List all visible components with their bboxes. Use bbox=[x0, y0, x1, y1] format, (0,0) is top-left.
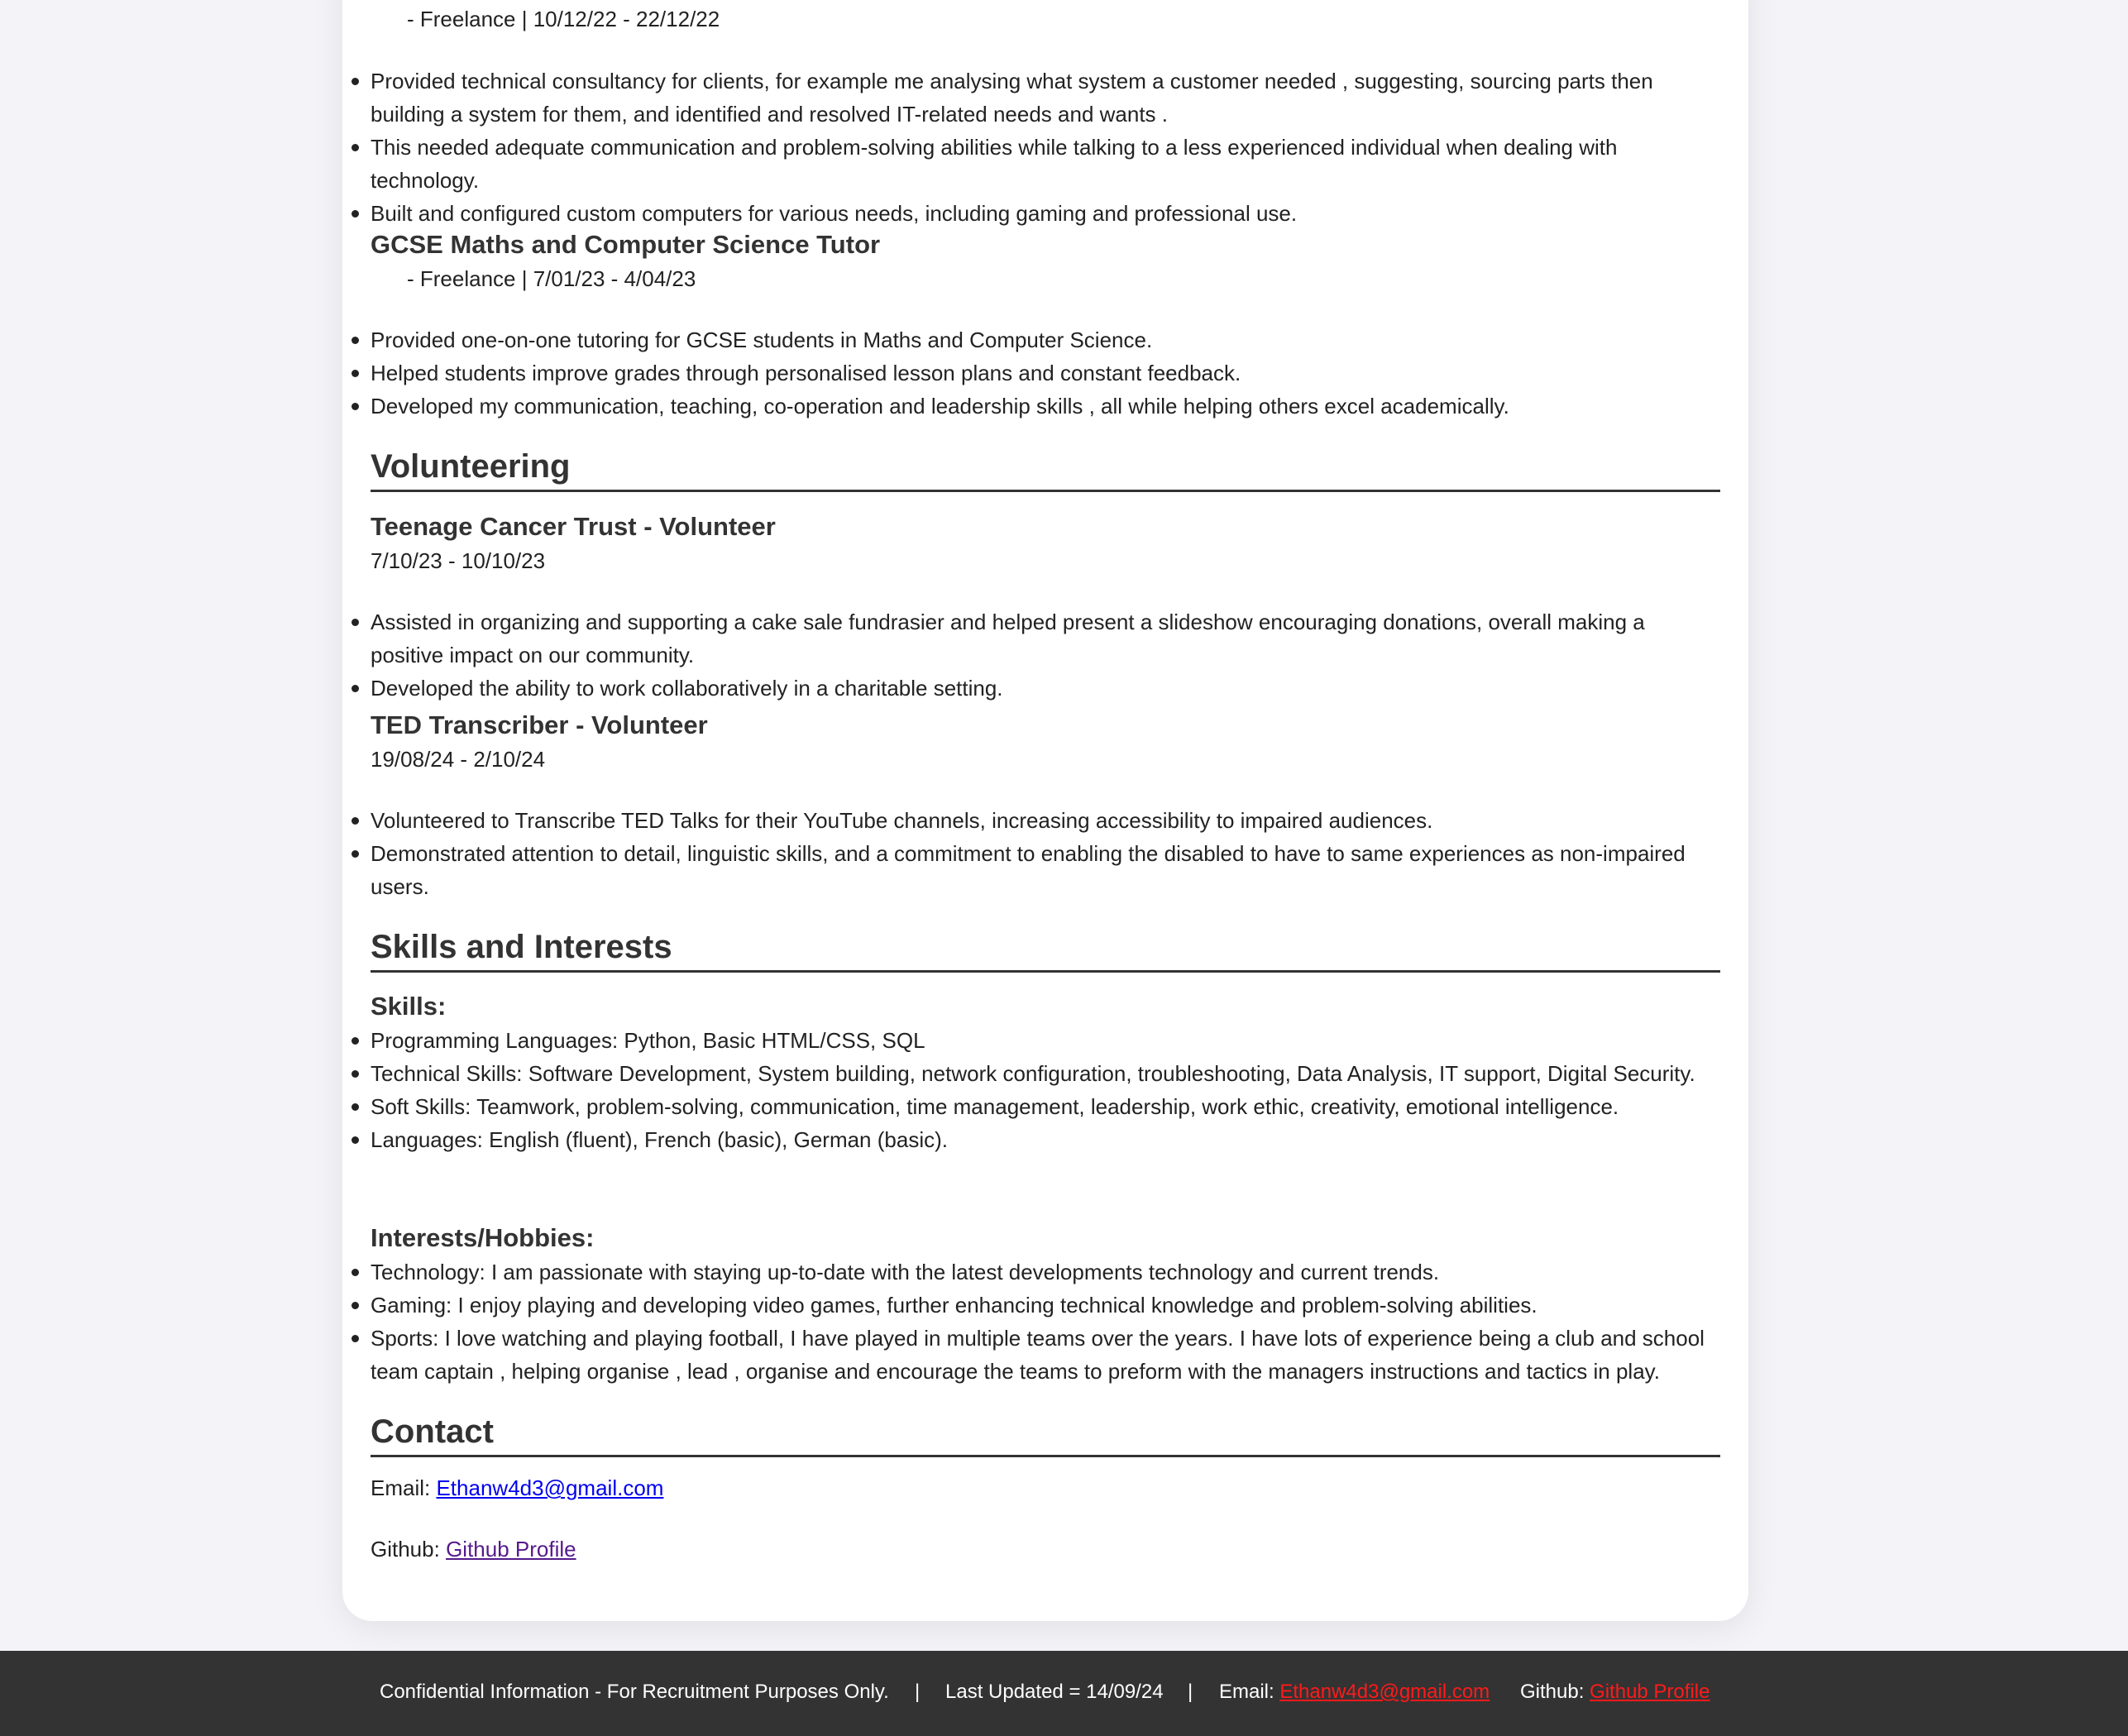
section-heading-contact: Contact bbox=[371, 1413, 494, 1450]
interests-list bbox=[371, 1255, 1720, 1388]
page-footer bbox=[0, 1651, 2128, 1736]
job-bullets bbox=[371, 65, 1720, 230]
footer-separator: | bbox=[1188, 1681, 1193, 1703]
volunteer-bullets bbox=[371, 804, 1720, 903]
list-item: Technology: I am passionate with staying up-to-date with the latest developments technology and current trends. bbox=[371, 1255, 1720, 1289]
volunteer-title: TED Transcriber - Volunteer bbox=[371, 710, 708, 739]
section-divider bbox=[371, 970, 1720, 973]
list-item: This needed adequate communication and problem-solving abilities while talking to a less experienced individual when dealing with technology. bbox=[371, 131, 1720, 197]
list-item: Built and configured custom computers for various needs, including gaming and professional use. bbox=[371, 197, 1720, 230]
list-item: Languages: English (fluent), French (basic), German (basic). bbox=[371, 1123, 1720, 1156]
email-label: Email: bbox=[371, 1475, 437, 1500]
job-bullets bbox=[371, 323, 1720, 423]
section-heading-volunteering: Volunteering bbox=[371, 448, 571, 485]
github-link[interactable]: Github Profile bbox=[446, 1537, 576, 1561]
section-divider bbox=[371, 490, 1720, 492]
list-item: Demonstrated attention to detail, linguistic skills, and a commitment to enabling the disabled to have to same experiences as non-impaired users. bbox=[371, 837, 1720, 903]
contact-github bbox=[371, 1533, 576, 1566]
skills-title: Skills: bbox=[371, 992, 447, 1021]
list-item: Provided one-on-one tutoring for GCSE students in Maths and Computer Science. bbox=[371, 323, 1720, 356]
footer-email-label: Email: bbox=[1219, 1681, 1280, 1703]
footer-email bbox=[1219, 1679, 1490, 1705]
list-item: Soft Skills: Teamwork, problem-solving, communication, time management, leadership, work ethic, creativity, emotional intelligence. bbox=[371, 1090, 1720, 1123]
skills-list bbox=[371, 1024, 1720, 1156]
footer-last-updated: Last Updated = 14/09/24 bbox=[945, 1681, 1164, 1703]
list-item: Volunteered to Transcribe TED Talks for their YouTube channels, increasing accessibility to impaired audiences. bbox=[371, 804, 1720, 837]
job-subtitle: - Freelance | 10/12/22 - 22/12/22 bbox=[407, 7, 720, 31]
footer-github-label: Github: bbox=[1520, 1681, 1590, 1703]
interests-title: Interests/Hobbies: bbox=[371, 1223, 595, 1252]
job-subtitle: - Freelance | 7/01/23 - 4/04/23 bbox=[407, 266, 696, 291]
list-item: Helped students improve grades through personalised lesson plans and constant feedback. bbox=[371, 356, 1720, 390]
list-item: Gaming: I enjoy playing and developing video games, further enhancing technical knowledge and problem-solving abilities. bbox=[371, 1289, 1720, 1322]
footer-github-link[interactable]: Github Profile bbox=[1590, 1681, 1710, 1703]
github-label: Github: bbox=[371, 1537, 447, 1561]
volunteer-dates: 7/10/23 - 10/10/23 bbox=[371, 548, 546, 573]
email-link[interactable]: Ethanw4d3@gmail.com bbox=[436, 1475, 664, 1500]
list-item: Sports: I love watching and playing football, I have played in multiple teams over the years. I have lots of experience being a club and school team captain , helping organise , lead , organise and encourage the teams to preform with the managers instructions and tactics in play. bbox=[371, 1322, 1720, 1388]
section-divider bbox=[371, 1455, 1720, 1457]
list-item: Provided technical consultancy for clients, for example me analysing what system a customer needed , suggesting, sourcing parts then building a system for them, and identified and resolved IT-related needs and wants . bbox=[371, 65, 1720, 131]
list-item: Assisted in organizing and supporting a cake sale fundrasier and helped present a slideshow encouraging donations, overall making a positive impact on our community. bbox=[371, 605, 1720, 672]
footer-github bbox=[1520, 1679, 1710, 1705]
contact-email bbox=[371, 1471, 663, 1504]
volunteer-dates: 19/08/24 - 2/10/24 bbox=[371, 747, 546, 772]
volunteer-bullets bbox=[371, 605, 1720, 705]
list-item: Technical Skills: Software Development, System building, network configuration, troubleshooting, Data Analysis, IT support, Digital Security. bbox=[371, 1057, 1720, 1090]
footer-email-link[interactable]: Ethanw4d3@gmail.com bbox=[1279, 1681, 1490, 1703]
footer-separator: | bbox=[915, 1681, 921, 1703]
section-heading-skills: Skills and Interests bbox=[371, 929, 672, 965]
list-item: Developed the ability to work collaboratively in a charitable setting. bbox=[371, 672, 1720, 705]
volunteer-title: Teenage Cancer Trust - Volunteer bbox=[371, 512, 776, 541]
list-item: Developed my communication, teaching, co-operation and leadership skills , all while helping others excel academically. bbox=[371, 390, 1720, 423]
job-title: GCSE Maths and Computer Science Tutor bbox=[371, 230, 881, 259]
footer-confidential: Confidential Information - For Recruitment Purposes Only. bbox=[380, 1681, 889, 1703]
list-item: Programming Languages: Python, Basic HTML/CSS, SQL bbox=[371, 1024, 1720, 1057]
